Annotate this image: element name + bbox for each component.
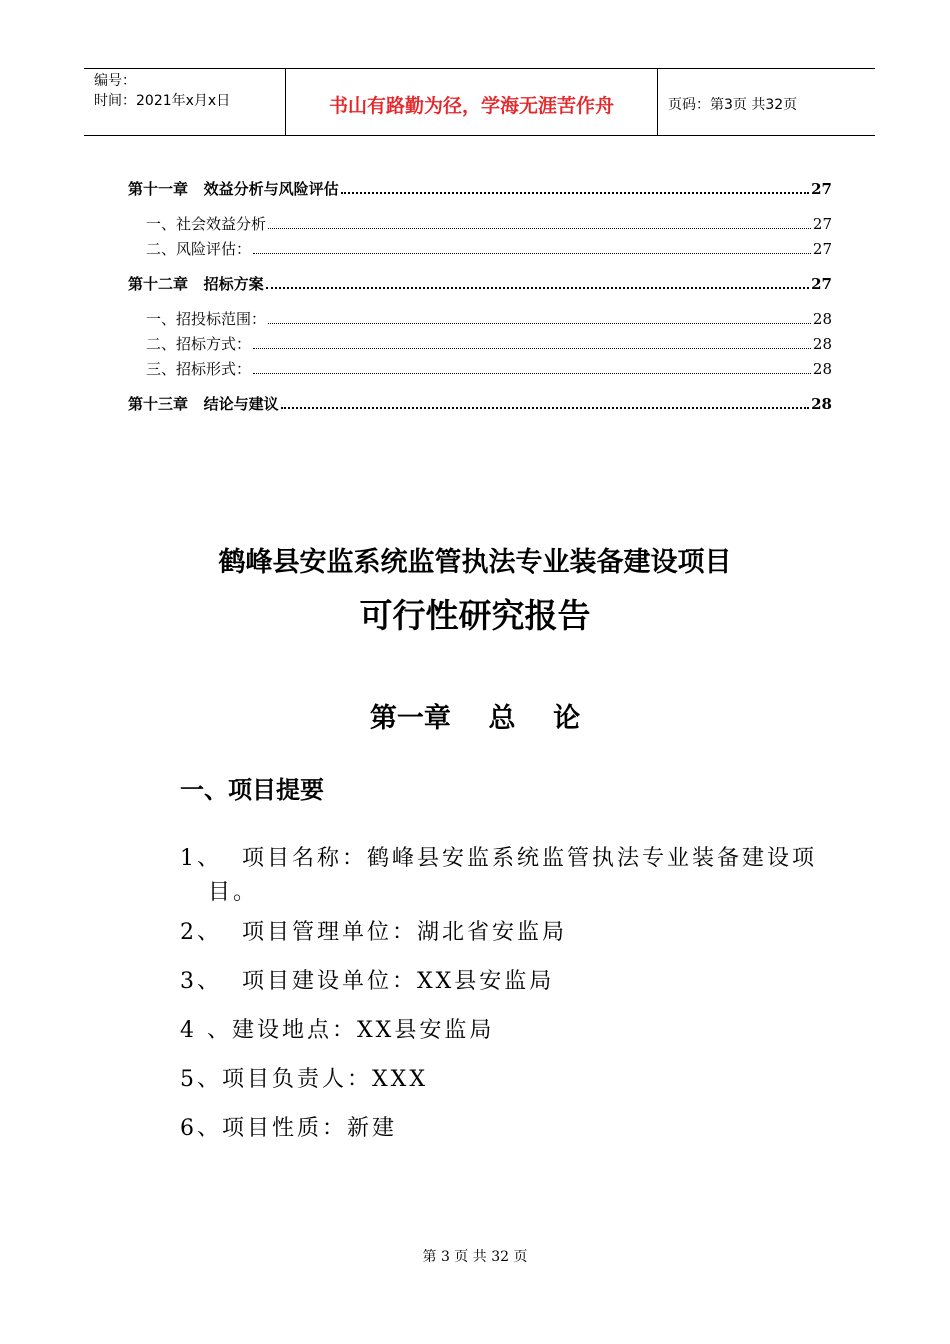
header-number: 编号：	[94, 73, 136, 89]
header-motto: 书山有路勤为径，学海无涯苦作舟	[285, 69, 658, 135]
toc-label: 第十一章 效益分析与风险评估	[128, 180, 339, 198]
header-page: 页码：第3页 共32页	[668, 97, 798, 113]
item-text: 3、 项目建设单位：XX县安监局	[180, 969, 555, 994]
item-text: 2、 项目管理单位：湖北省安监局	[180, 920, 567, 945]
page-footer: 第 3 页 共 32 页	[422, 1249, 528, 1265]
list-item	[180, 1014, 840, 1063]
page-header	[84, 68, 875, 136]
header-info	[84, 69, 285, 135]
toc-page: 28	[811, 395, 832, 413]
list-item	[180, 1063, 840, 1112]
toc-entry[interactable]	[128, 238, 832, 263]
chapter-title: 第一章 总 论	[369, 703, 581, 734]
table-of-contents	[128, 178, 832, 418]
toc-page: 27	[812, 215, 832, 233]
toc-label: 二、招标方式：	[146, 335, 252, 353]
toc-entry[interactable]	[128, 273, 832, 298]
document-title: 鹤峰县安监系统监管执法专业装备建设项目	[218, 547, 732, 578]
toc-page: 27	[811, 275, 832, 293]
document-subtitle: 可行性研究报告	[359, 596, 591, 635]
toc-page: 28	[812, 360, 832, 378]
item-text: 1、 项目名称：鹤峰县安监系统监管执法专业装备建设项	[180, 846, 817, 871]
list-item	[180, 916, 840, 965]
toc-label: 三、招标形式：	[146, 360, 252, 378]
toc-entry[interactable]	[128, 213, 832, 238]
toc-label: 第十二章 招标方案	[128, 275, 264, 293]
section-title: 一、项目提要	[180, 775, 324, 804]
item-continuation: 目。	[208, 880, 259, 905]
list-item	[180, 965, 840, 1014]
header-time: 时间：2021年x月x日	[94, 93, 231, 109]
toc-label: 一、社会效益分析	[146, 215, 267, 233]
toc-label: 二、风险评估：	[146, 240, 252, 258]
item-text: 6、项目性质：新建	[180, 1116, 397, 1141]
item-text: 5、项目负责人：XXX	[180, 1067, 428, 1092]
project-summary-list	[180, 842, 840, 1161]
toc-page: 27	[812, 240, 832, 258]
toc-entry[interactable]	[128, 308, 832, 333]
toc-entry[interactable]	[128, 358, 832, 383]
toc-entry[interactable]	[128, 178, 832, 203]
toc-page: 27	[811, 180, 832, 198]
toc-page: 28	[812, 335, 832, 353]
toc-label: 第十三章 结论与建议	[128, 395, 279, 413]
list-item	[180, 1112, 840, 1161]
item-text: 4 、建设地点：XX县安监局	[180, 1018, 495, 1043]
toc-entry[interactable]	[128, 333, 832, 358]
list-item	[180, 842, 840, 916]
toc-entry[interactable]	[128, 393, 832, 418]
toc-label: 一、招投标范围：	[146, 310, 267, 328]
toc-page: 28	[812, 310, 832, 328]
